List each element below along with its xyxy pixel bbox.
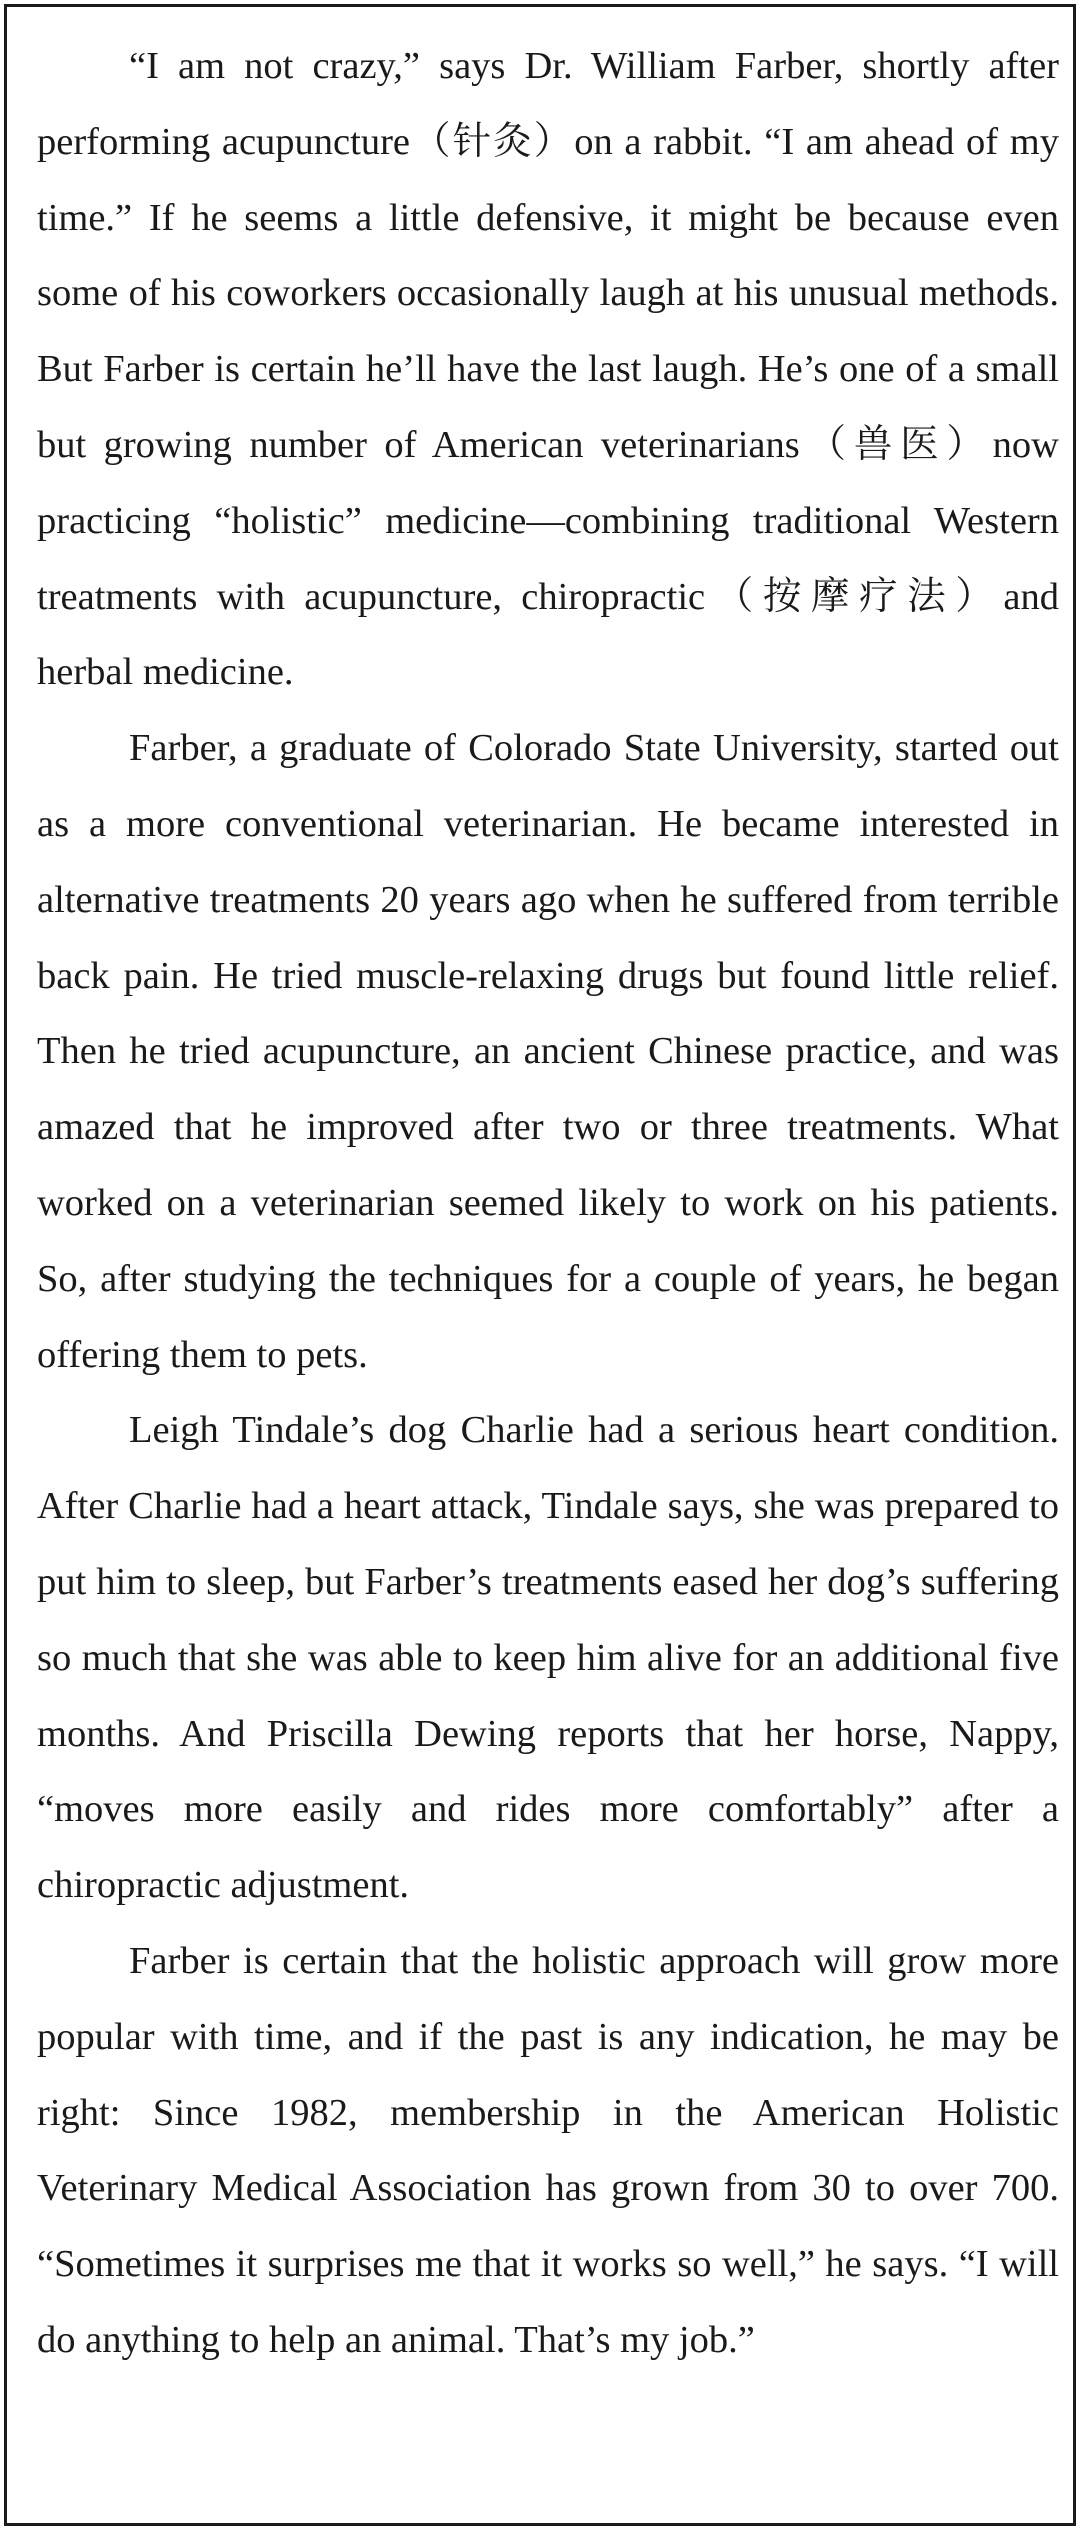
article-frame	[4, 4, 1076, 2526]
paragraph-4: Farber is certain that the holistic approach will grow more popular with time, and if the past is any indication, he may be right: Since 1982, membership in the American Holistic Veterinary Medical Association has grown from 30 to over 700. “Sometimes it surprises me that it works so well,” he says. “I will do anything to help an animal. That’s my job.”	[37, 1939, 1059, 2361]
paragraph-2: Farber, a graduate of Colorado State University, started out as a more conventional veterinarian. He became interested in alternative treatments 20 years ago when he suffered from terrible back pain. He tried muscle-relaxing drugs but found little relief. Then he tried acupuncture, an ancient Chinese practice, and was amazed that he improved after two or three treatments. What worked on a veterinarian seemed likely to work on his patients. So, after studying the techniques for a couple of years, he began offering them to pets.	[37, 727, 1059, 1376]
paragraph-1: “I am not crazy,” says Dr. William Farber, shortly after performing acupuncture（针灸）on a rabbit. “I am ahead of my time.” If he seems a little defensive, it might be because even some of his coworkers occasionally laugh at his unusual methods. But Farber is certain he’ll have the last laugh. He’s one of a small but growing number of American veterinarians（兽医）now practicing “holistic” medicine—combining traditional Western treatments with acupuncture, chiropractic（按摩疗法）and herbal medicine.	[37, 45, 1059, 694]
paragraph-3: Leigh Tindale’s dog Charlie had a serious heart condition. After Charlie had a heart attack, Tindale says, she was prepared to put him to sleep, but Farber’s treatments eased her dog’s suffering so much that she was able to keep him alive for an additional five months. And Priscilla Dewing reports that her horse, Nappy, “moves more easily and rides more comfortably” after a chiropractic adjustment.	[37, 1409, 1059, 1907]
article-body	[37, 29, 1059, 2379]
